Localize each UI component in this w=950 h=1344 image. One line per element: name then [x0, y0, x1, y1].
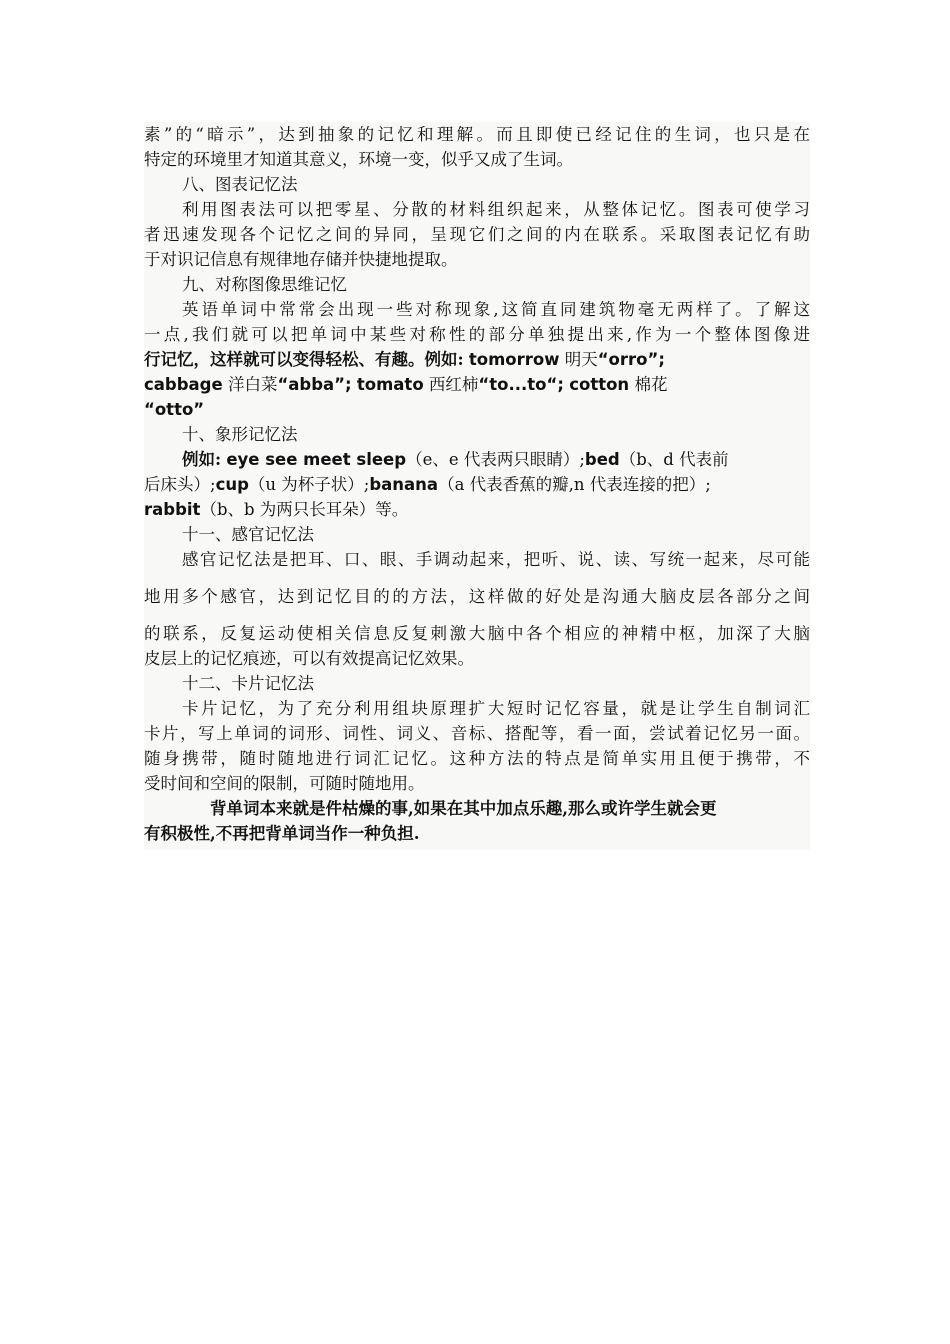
text-line	[144, 372, 810, 397]
example-word: bed	[584, 450, 620, 469]
example-word: eye see meet sleep	[226, 450, 407, 469]
example-word: rabbit	[144, 500, 201, 519]
text-line: 于对识记信息有规律地存储并快捷地提取。	[144, 250, 458, 269]
section-heading: 十、象形记忆法	[182, 425, 298, 444]
example-word: banana	[369, 475, 439, 494]
text-line: 利用图表法可以把零星、分散的材料组织起来，从整体记忆。图表可使学习	[182, 200, 810, 219]
text-line: 的联系，反复运动使相关信息反复刺激大脑中各个相应的神精中枢，加深了大脑	[144, 624, 810, 643]
text-run: “orro”;	[597, 350, 665, 369]
text-line: 感官记忆法是把耳、口、眼、手调动起来，把听、说、读、写统一起来，尽可能	[182, 550, 810, 569]
text-line: 一点,我们就可以把单词中某些对称性的部分单独提出来,作为一个整体图像进	[144, 325, 810, 344]
text-run: 明天	[564, 350, 598, 369]
text-run: （b、d 代表前	[619, 450, 729, 469]
text-run: 行记忆，这样就可以变得轻松、有趣。例如:	[144, 350, 464, 369]
text-line: 卡片，写上单词的词形、词性、词义、音标、搭配等，看一面，尝试着记忆另一面。	[144, 724, 810, 743]
example-word: cup	[215, 475, 249, 494]
example-word: cabbage	[144, 375, 223, 394]
text-line: 受时间和空间的限制，可随时随地用。	[144, 774, 425, 793]
text-line: 有积极性,不再把背单词当作一种负担.	[144, 824, 420, 843]
text-run: （e、e 代表两只眼睛）;	[406, 450, 585, 469]
section-heading: 八、图表记忆法	[182, 175, 298, 194]
text-run: “abba”;	[277, 375, 352, 394]
text-run: （b、b 为两只长耳朵）等。	[200, 500, 409, 519]
text-run: 后床头）;	[144, 475, 216, 494]
text-run: 例如:	[182, 450, 222, 469]
text-line	[144, 397, 810, 422]
text-line	[144, 347, 810, 372]
text-line: 地用多个感官，达到记忆目的的方法，这样做的好处是沟通大脑皮层各部分之间	[144, 587, 810, 606]
text-line: 随身携带，随时随地进行词汇记忆。这种方法的特点是简单实用且便于携带，不	[144, 749, 810, 768]
text-line	[144, 472, 810, 497]
text-body	[144, 122, 810, 850]
section-heading: 十一、感官记忆法	[182, 525, 314, 544]
text-run: “otto”	[144, 400, 205, 419]
text-run: 洋白菜	[227, 375, 278, 394]
example-word: cotton	[569, 375, 630, 394]
section-heading: 九、对称图像思维记忆	[182, 275, 347, 294]
text-line	[144, 497, 810, 522]
text-run: （u 为杯子状）;	[248, 475, 370, 494]
text-line: 皮层上的记忆痕迹，可以有效提高记忆效果。	[144, 649, 474, 668]
text-run: 棉花	[634, 375, 668, 394]
text-line: 素”的“暗示”，达到抽象的记忆和理解。而且即使已经记住的生词，也只是在	[144, 125, 810, 144]
example-word: tomorrow	[468, 350, 560, 369]
text-line	[144, 447, 810, 472]
text-line: 卡片记忆，为了充分利用组块原理扩大短时记忆容量，就是让学生自制词汇	[182, 699, 810, 718]
text-line: 背单词本来就是件枯燥的事,如果在其中加点乐趣,那么或许学生就会更	[210, 799, 717, 818]
text-run: “to...to“;	[478, 375, 564, 394]
text-line: 者迅速发现各个记忆之间的异同，呈现它们之间的内在联系。采取图表记忆有助	[144, 225, 810, 244]
text-line: 特定的环境里才知道其意义，环境一变，似乎又成了生词。	[144, 150, 573, 169]
text-run: （a 代表香蕉的瓣,n 代表连接的把）;	[438, 475, 711, 494]
text-line: 英语单词中常常会出现一些对称现象,这简直同建筑物毫无两样了。了解这	[182, 300, 810, 319]
text-run: 西红柿	[428, 375, 479, 394]
example-word: tomato	[356, 375, 424, 394]
section-heading: 十二、卡片记忆法	[182, 674, 314, 693]
